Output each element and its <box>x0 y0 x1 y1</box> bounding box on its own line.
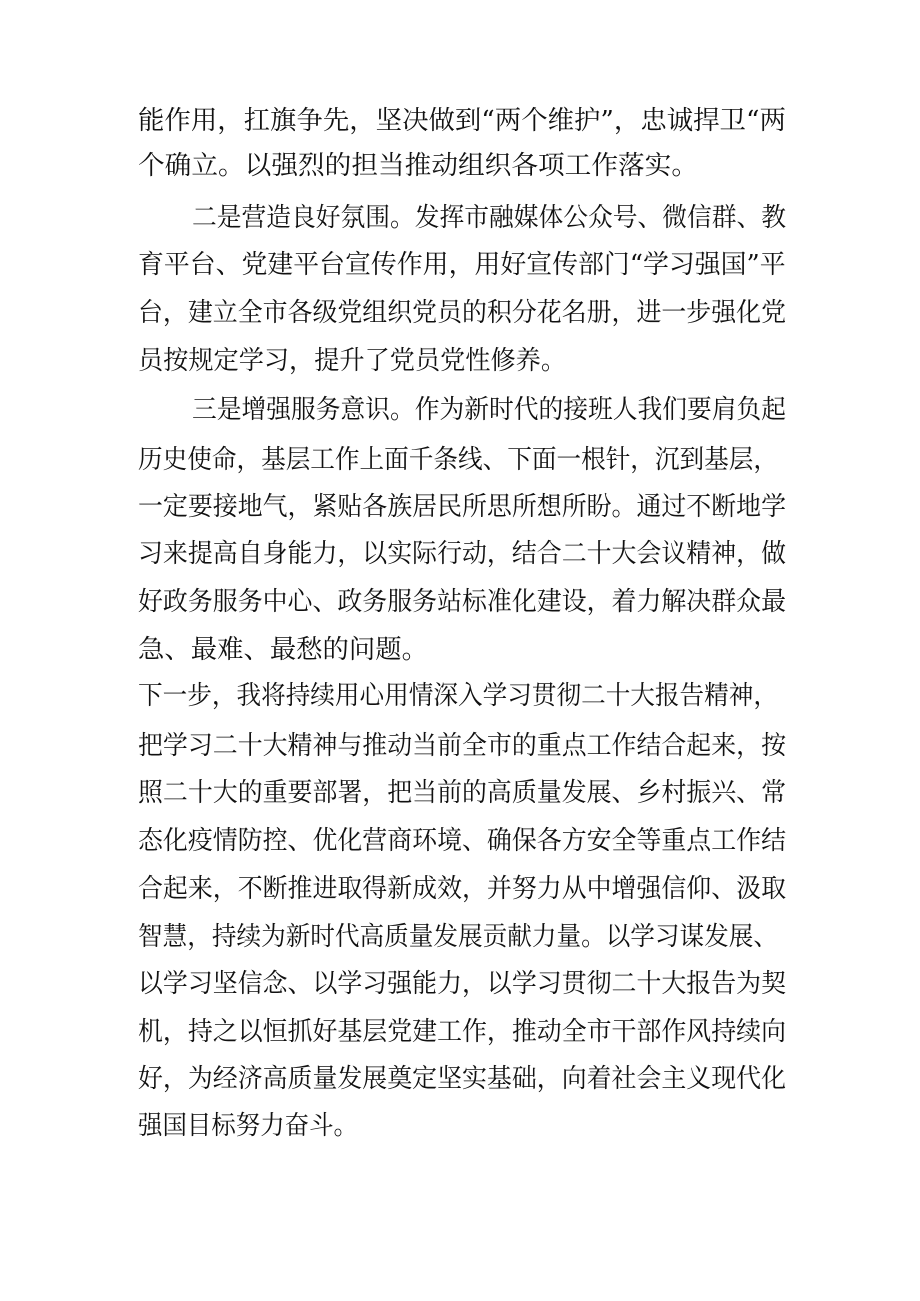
text-line: 照二十大的重要部署，把当前的高质量发展、乡村振兴、常 <box>138 778 787 808</box>
text-line: 员按规定学习，提升了党员党性修养。 <box>138 346 567 376</box>
text-line: 个确立。以强烈的担当推动组织各项工作落实。 <box>138 151 699 181</box>
text-line: 态化疫情防控、优化营商环境、确保各方安全等重点工作结 <box>138 826 787 856</box>
text-line: 把学习二十大精神与推动当前全市的重点工作结合起来，按 <box>138 731 787 761</box>
text-line: 育平台、党建平台宣传作用，用好宣传部门“学习强国”平 <box>138 250 786 280</box>
text-line: 习来提高自身能力，以实际行动，结合二十大会议精神，做 <box>138 539 787 569</box>
text-line: 三是增强服务意识。作为新时代的接班人我们要肩负起 <box>192 395 787 425</box>
text-line: 好政务服务中心、政务服务站标准化建设，着力解决群众最 <box>138 587 787 617</box>
text-line: 能作用，扛旗争先，坚决做到“两个维护”，忠诚捍卫“两 <box>138 106 786 136</box>
text-line: 智慧，持续为新时代高质量发展贡献力量。以学习谋发展、 <box>138 922 779 952</box>
text-line: 机，持之以恒抓好基层党建工作，推动全市干部作风持续向 <box>138 1017 787 1047</box>
text-line: 历史使命，基层工作上面千条线、下面一根针，沉到基层， <box>138 445 779 475</box>
text-line: 以学习坚信念、以学习强能力，以学习贯彻二十大报告为契 <box>138 969 787 999</box>
text-line: 二是营造良好氛围。发挥市融媒体公众号、微信群、教 <box>192 203 787 233</box>
text-line: 强国目标努力奋斗。 <box>138 1111 359 1141</box>
text-line: 合起来，不断推进取得新成效，并努力从中增强信仰、汲取 <box>138 874 787 904</box>
text-line: 下一步，我将持续用心用情深入学习贯彻二十大报告精神， <box>138 681 779 711</box>
text-line: 一定要接地气，紧贴各族居民所思所想所盼。通过不断地学 <box>138 492 787 522</box>
text-line: 好，为经济高质量发展奠定坚实基础，向着社会主义现代化 <box>138 1064 787 1094</box>
text-line: 台，建立全市各级党组织党员的积分花名册，进一步强化党 <box>138 298 787 328</box>
text-line: 急、最难、最愁的问题。 <box>138 635 429 665</box>
